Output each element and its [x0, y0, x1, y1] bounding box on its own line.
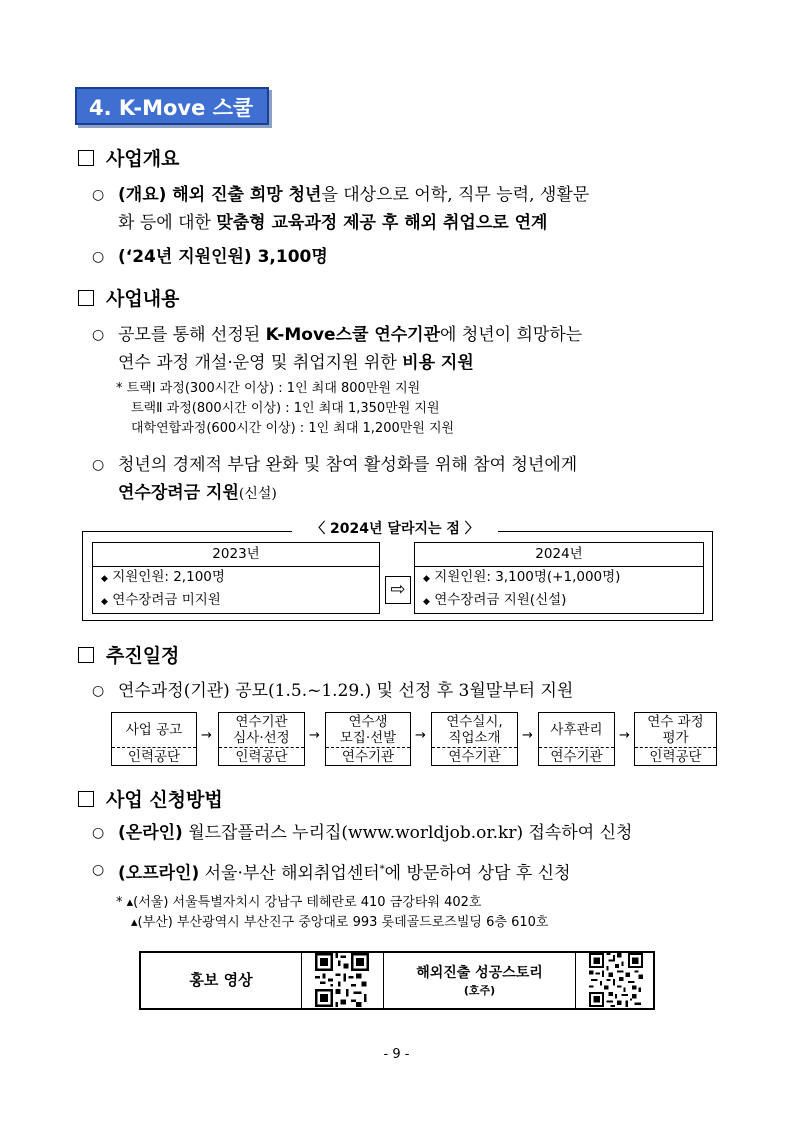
right-arrow-icon: ⇨: [385, 576, 411, 604]
heading-schedule: 추진일정: [78, 641, 179, 668]
schedule-step-1: 사업 공고 인력공단: [111, 712, 197, 766]
diamond-bullet-icon: ◆: [423, 597, 430, 607]
apply-note-1: * ▴(서울) 서울특별자치시 강남구 테헤란로 410 금강타워 402호: [116, 895, 482, 910]
promo-story-sub: (호주): [463, 984, 496, 997]
schedule-step-2: 연수기관 심사·선정 인력공단: [218, 712, 305, 766]
circle-bullet-icon: ○: [92, 327, 105, 343]
circle-bullet-icon: ○: [92, 457, 105, 473]
schedule-arrow-icon: →: [201, 728, 212, 743]
diamond-bullet-icon: ◆: [101, 597, 108, 607]
schedule-step-4: 연수실시, 직업소개 연수기관: [431, 712, 518, 766]
checkbox-square-icon: [78, 647, 94, 663]
schedule-step-6: 연수 과정 평가 인력공단: [634, 712, 717, 766]
promo-story-label: 해외진출 성공스토리: [416, 965, 543, 981]
circle-bullet-icon: ○: [92, 187, 105, 203]
list-item: ◆ 연수장려금 미지원: [101, 592, 221, 608]
diamond-bullet-icon: ◆: [101, 574, 108, 584]
promo-table: [139, 951, 655, 1010]
checkbox-square-icon: [78, 791, 94, 807]
promo-video-label: 홍보 영상: [189, 971, 253, 989]
content-note-1: * 트랙Ⅰ 과정(300시간 이상) : 1인 최대 800만원 지원: [116, 381, 421, 396]
page-number: - 9 -: [383, 1047, 410, 1062]
circle-bullet-icon: ○: [92, 249, 105, 265]
qr-code-video-icon[interactable]: [314, 953, 370, 1007]
year-label: 2023년: [93, 543, 379, 567]
apply-note-2: ▴(부산) 부산광역시 부산진구 중앙대로 993 롯데골드로즈빌딩 6층 610호: [131, 915, 549, 930]
divider: [301, 953, 302, 1008]
overview-item-2: ○ (‘24년 지원인원) 3,100명: [92, 242, 732, 272]
changes-title: 〈 2024년 달라지는 점 〉: [292, 518, 498, 538]
apply-online: ○ (온라인) 월드잡플러스 누리집(www.worldjob.or.kr) 접속하여 신청: [92, 818, 732, 848]
schedule-step-5: 사후관리 연수기관: [538, 712, 615, 766]
changes-2024: [414, 542, 704, 614]
year-label: 2024년: [415, 543, 703, 567]
checkbox-square-icon: [78, 150, 94, 166]
content-note-2: 트랙Ⅱ 과정(800시간 이상) : 1인 최대 1,350만원 지원: [131, 401, 440, 416]
list-item: ◆ 지원인원: 2,100명: [101, 569, 225, 585]
circle-bullet-icon: ○: [92, 683, 105, 699]
content-item-1: ○ 공모를 통해 선정된 K-Move스쿨 연수기관에 청년이 희망하는 연수 과정 개설·운영 및 취업지원 위한 비용 지원: [92, 320, 732, 380]
diamond-bullet-icon: ◆: [423, 574, 430, 584]
changes-2023: [92, 542, 380, 614]
content-item-2: ○ 청년의 경제적 부담 완화 및 참여 활성화를 위해 참여 청년에게 연수장려금 지원(신설): [92, 450, 732, 510]
heading-content: 사업내용: [78, 284, 179, 311]
schedule-step-3: 연수생 모집·선발 연수기관: [325, 712, 411, 766]
overview-item-1: ○ (개요) 해외 진출 희망 청년을 대상으로 어학, 직무 능력, 생활문 화 등에 대한 맞춤형 교육과정 제공 후 해외 취업으로 연계: [92, 180, 732, 240]
schedule-arrow-icon: →: [619, 728, 630, 743]
schedule-arrow-icon: →: [415, 728, 426, 743]
heading-overview: 사업개요: [78, 144, 179, 171]
section-title: 4. K-Move 스쿨: [75, 87, 269, 125]
schedule-arrow-icon: →: [522, 728, 533, 743]
circle-bullet-icon: ○: [92, 862, 105, 878]
checkbox-square-icon: [78, 290, 94, 306]
heading-apply: 사업 신청방법: [78, 785, 223, 812]
circle-bullet-icon: ○: [92, 825, 105, 841]
divider: [575, 953, 576, 1008]
list-item: ◆ 연수장려금 지원(신설): [423, 592, 567, 608]
apply-offline: ○ (오프라인) 서울·부산 해외취업센터*에 방문하여 상담 후 신청: [92, 855, 732, 885]
content-note-3: 대학연합과정(600시간 이상) : 1인 최대 1,200만원 지원: [131, 421, 455, 436]
schedule-item-1: ○ 연수과정(기관) 공모(1.5.~1.29.) 및 선정 후 3월말부터 지원: [92, 676, 732, 706]
list-item: ◆ 지원인원: 3,100명(+1,000명): [423, 569, 621, 585]
qr-code-story-icon[interactable]: [588, 953, 644, 1007]
schedule-arrow-icon: →: [309, 728, 320, 743]
